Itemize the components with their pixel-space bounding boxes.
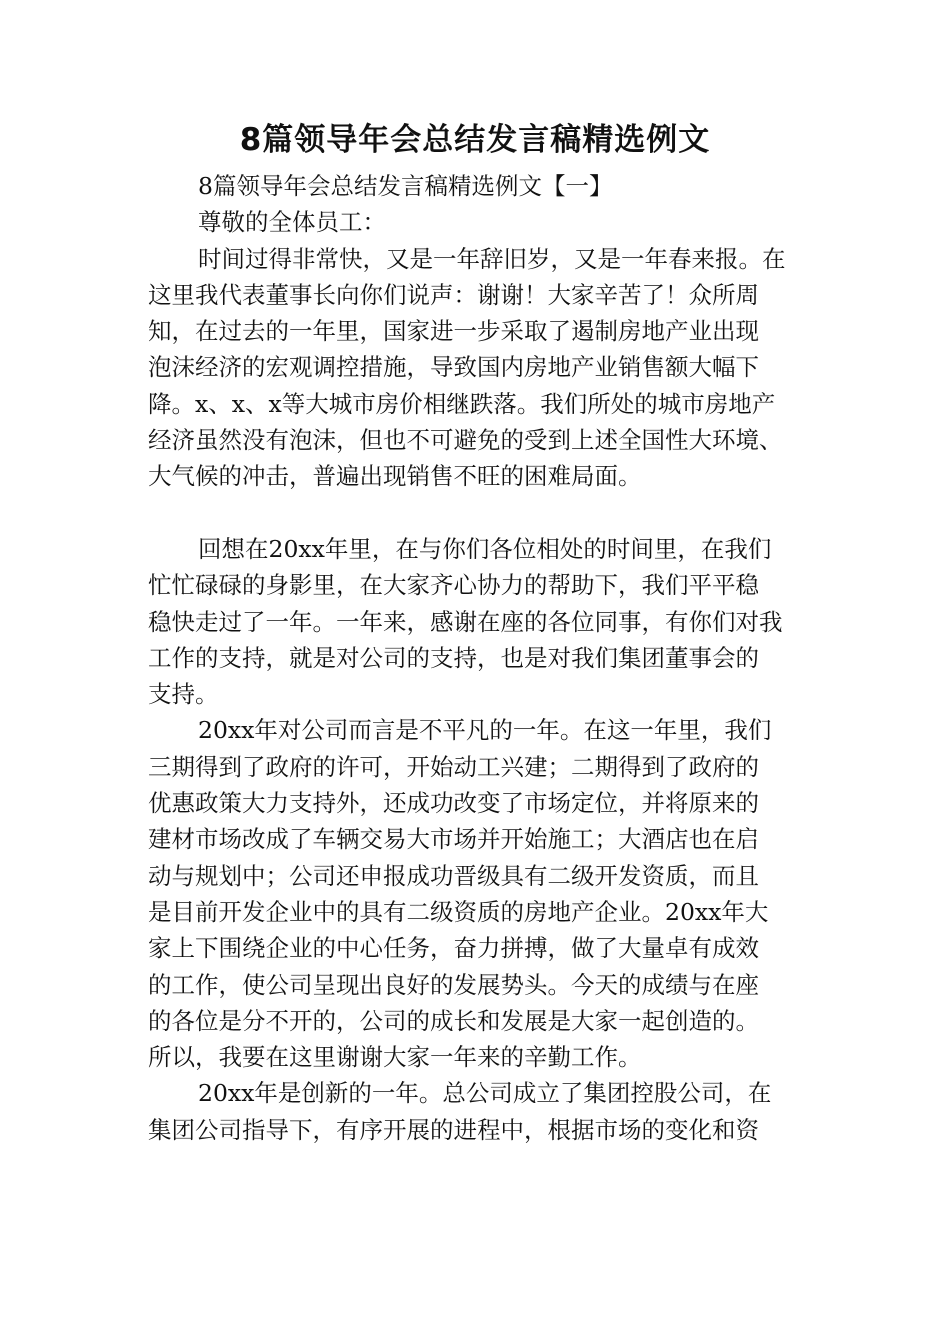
text-line: 时间过得非常快，又是一年辞旧岁，又是一年春来报。在 (198, 244, 786, 273)
text-line: 家上下围绕企业的中心任务，奋力拼搏，做了大量卓有成效 (148, 934, 759, 963)
text-line: 集团公司指导下，有序开展的进程中，根据市场的变化和资 (148, 1115, 759, 1144)
text-line: 这里我代表董事长向你们说声：谢谢！大家辛苦了！众所周 (148, 280, 759, 309)
document-body (148, 168, 818, 1148)
text-line: 稳快走过了一年。一年来，感谢在座的各位同事，有你们对我 (148, 607, 783, 636)
text-line: 的工作，使公司呈现出良好的发展势头。今天的成绩与在座 (148, 970, 759, 999)
document-title: 8篇领导年会总结发言稿精选例文 (239, 122, 711, 158)
text-line: 大气候的冲击，普遍出现销售不旺的困难局面。 (148, 462, 642, 491)
text-line: 建材市场改成了车辆交易大市场并开始施工；大酒店也在启 (148, 825, 759, 854)
text-line: 是目前开发企业中的具有二级资质的房地产企业。20xx年大 (148, 897, 769, 926)
text-line: 动与规划中；公司还申报成功晋级具有二级开发资质，而且 (148, 861, 759, 890)
text-line: 的各位是分不开的，公司的成长和发展是大家一起创造的。 (148, 1006, 759, 1035)
text-line: 20xx年对公司而言是不平凡的一年。在这一年里，我们 (198, 716, 772, 745)
text-line: 泡沫经济的宏观调控措施，导致国内房地产业销售额大幅下 (148, 353, 759, 382)
text-line: 知，在过去的一年里，国家进一步采取了遏制房地产业出现 (148, 317, 759, 346)
text-line: 经济虽然没有泡沫，但也不可避免的受到上述全国性大环境、 (148, 426, 783, 455)
text-line: 回想在20xx年里，在与你们各位相处的时间里，在我们 (198, 534, 772, 563)
text-line: 三期得到了政府的许可，开始动工兴建；二期得到了政府的 (148, 752, 759, 781)
text-line: 降。x、x、x等大城市房价相继跌落。我们所处的城市房地产 (148, 389, 776, 418)
text-line: 所以，我要在这里谢谢大家一年来的辛勤工作。 (148, 1043, 642, 1072)
text-line: 优惠政策大力支持外，还成功改变了市场定位，并将原来的 (148, 789, 759, 818)
text-line: 20xx年是创新的一年。总公司成立了集团控股公司，在 (198, 1079, 772, 1108)
text-line: 8篇领导年会总结发言稿精选例文【一】 (198, 172, 613, 200)
text-line: 忙忙碌碌的身影里，在大家齐心协力的帮助下，我们平平稳 (148, 571, 759, 600)
blank-line (148, 495, 818, 531)
text-line: 工作的支持，就是对公司的支持，也是对我们集团董事会的 (148, 643, 759, 672)
text-line: 支持。 (148, 680, 219, 709)
text-line: 尊敬的全体员工： (198, 208, 386, 237)
